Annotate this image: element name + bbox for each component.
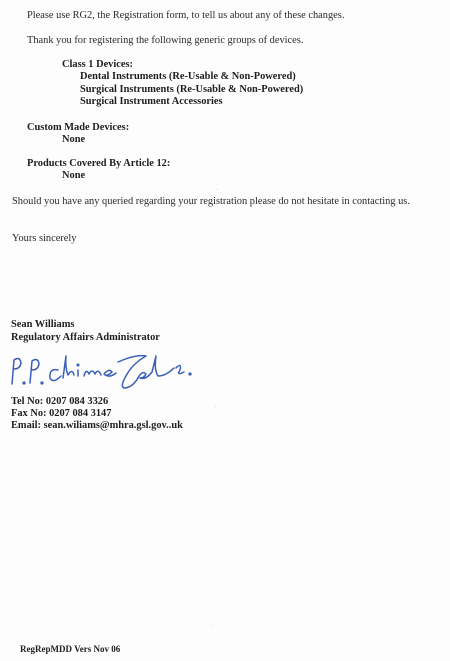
class1-item-surgical: Surgical Instruments (Re-Usable & Non-Powered) [80, 84, 304, 95]
signatory-name: Sean Williams [11, 319, 75, 330]
handwritten-signature [6, 348, 196, 393]
custom-made-heading: Custom Made Devices: [27, 122, 130, 133]
class1-heading: Class 1 Devices: [62, 59, 133, 70]
footer-reference: RegRepMDD Vers Nov 06 [20, 644, 121, 654]
custom-made-value: None [62, 134, 86, 145]
closing-line: Yours sincerely [12, 233, 77, 244]
queries-paragraph: Should you have any queried regarding your registration please do not hesitate in contacting us. [12, 196, 410, 207]
scan-speck: · [214, 404, 216, 410]
class1-item-accessories: Surgical Instrument Accessories [80, 96, 223, 107]
thanks-line: Thank you for registering the following generic groups of devices. [27, 35, 304, 46]
signatory-title: Regulatory Affairs Administrator [11, 332, 160, 343]
intro-line: Please use RG2, the Registration form, to tell us about any of these changes. [27, 10, 345, 21]
scan-speck: · [212, 622, 214, 628]
scan-speck: · [216, 187, 218, 193]
contact-email: Email: sean.wiliams@mhra.gsl.gov..uk [11, 420, 183, 431]
contact-tel: Tel No: 0207 084 3326 [11, 396, 109, 407]
article12-heading: Products Covered By Article 12: [27, 158, 171, 169]
article12-value: None [62, 170, 86, 181]
contact-fax: Fax No: 0207 084 3147 [11, 408, 112, 419]
class1-item-dental: Dental Instruments (Re-Usable & Non-Powered) [80, 71, 296, 82]
